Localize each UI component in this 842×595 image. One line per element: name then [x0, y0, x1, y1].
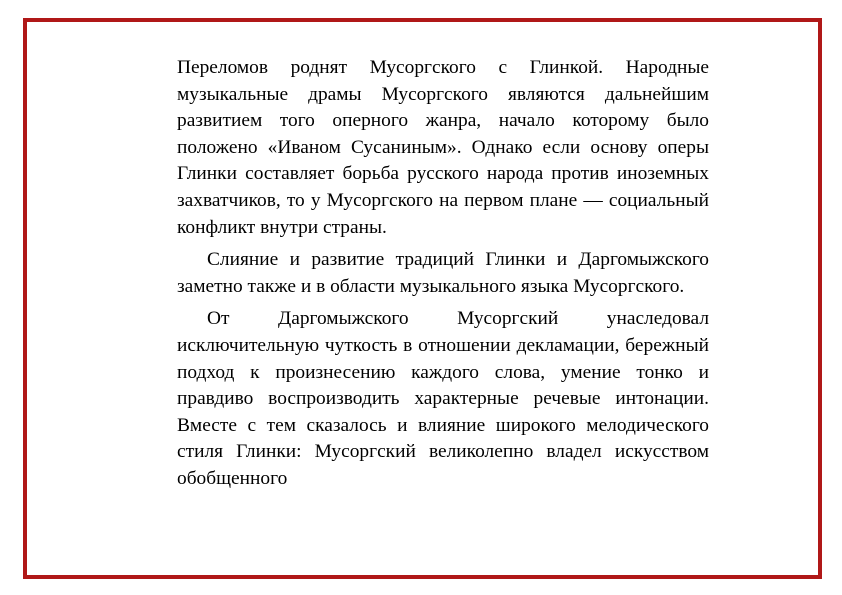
paragraph-1: Переломов роднят Мусоргского с Глинкой. Народные музыкальные драмы Мусоргского являются дальнейшим развитием того оперного жанра, начало которому было положено «Иваном Сусаниным». Однако если основу оперы Глинки составляет борьба русского народа против иноземных захватчиков, то у Мусоргского на первом плане — социальный конфликт внутри страны. [177, 57, 709, 238]
paragraph-2: Слияние и развитие традиций Глинки и Даргомыжского заметно также и в области музыкального языка Мусоргского. [177, 249, 709, 297]
body-text [177, 55, 709, 499]
paragraph-3: От Даргомыжского Мусоргский унаследовал исключительную чуткость в отношении декламации, бережный подход к произнесению каждого слова, умение тонко и правдиво воспроизводить характерные речевые интонации. Вместе с тем сказалось и влияние широкого мелодического стиля Глинки: Мусоргский великолепно владел искусством обобщенного [177, 308, 709, 489]
